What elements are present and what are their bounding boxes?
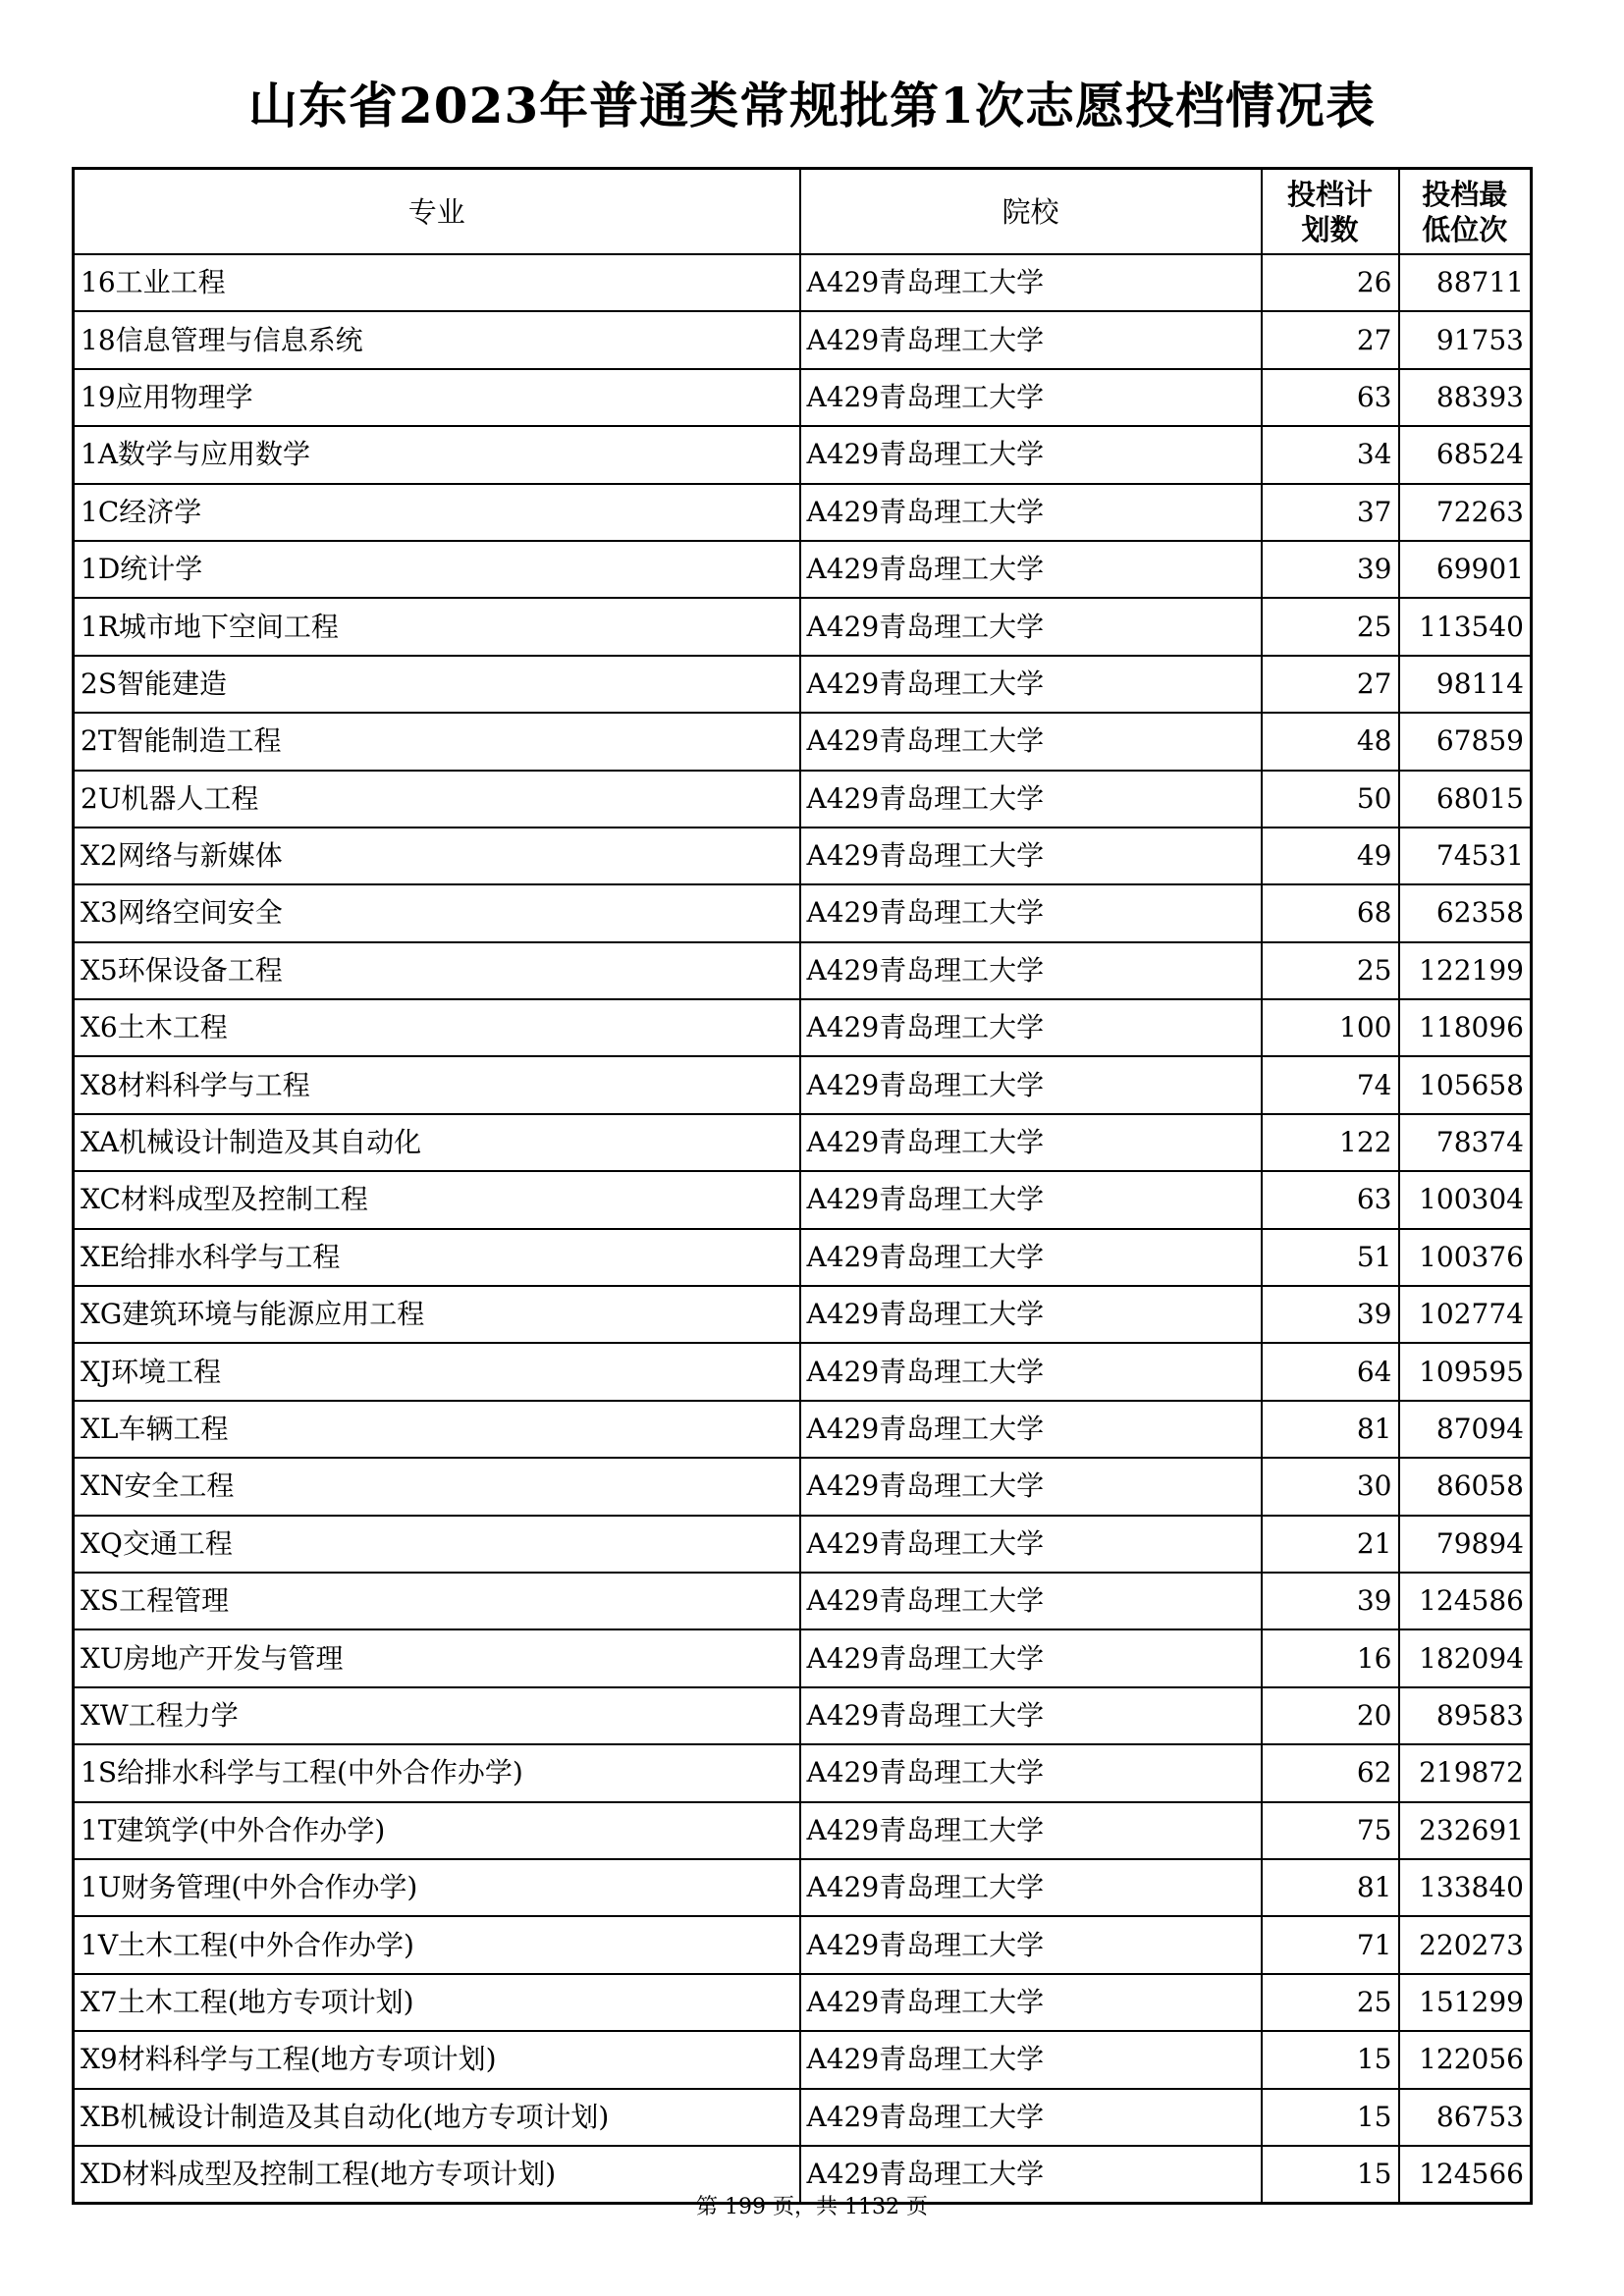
cell-plan-count: 25 bbox=[1262, 942, 1399, 999]
cell-min-rank: 109595 bbox=[1399, 1343, 1532, 1400]
cell-school: A429青岛理工大学 bbox=[800, 311, 1262, 368]
cell-school: A429青岛理工大学 bbox=[800, 1114, 1262, 1171]
table-row bbox=[74, 1629, 1532, 1686]
cell-major: 1T建筑学(中外合作办学) bbox=[74, 1802, 800, 1859]
cell-plan-count: 37 bbox=[1262, 484, 1399, 541]
cell-school: A429青岛理工大学 bbox=[800, 1974, 1262, 2031]
cell-plan-count: 51 bbox=[1262, 1229, 1399, 1286]
cell-plan-count: 30 bbox=[1262, 1458, 1399, 1515]
cell-min-rank: 124566 bbox=[1399, 2146, 1532, 2204]
table-row bbox=[74, 541, 1532, 598]
cell-school: A429青岛理工大学 bbox=[800, 656, 1262, 713]
cell-min-rank: 86753 bbox=[1399, 2089, 1532, 2146]
cell-min-rank: 105658 bbox=[1399, 1056, 1532, 1113]
cell-plan-count: 15 bbox=[1262, 2089, 1399, 2146]
cell-school: A429青岛理工大学 bbox=[800, 1229, 1262, 1286]
table-row bbox=[74, 1343, 1532, 1400]
cell-min-rank: 122199 bbox=[1399, 942, 1532, 999]
cell-min-rank: 133840 bbox=[1399, 1859, 1532, 1916]
cell-min-rank: 87094 bbox=[1399, 1401, 1532, 1458]
table-body bbox=[74, 254, 1532, 2204]
cell-school: A429青岛理工大学 bbox=[800, 713, 1262, 770]
cell-plan-count: 27 bbox=[1262, 311, 1399, 368]
header-plan-count bbox=[1262, 169, 1399, 255]
cell-major: 2S智能建造 bbox=[74, 656, 800, 713]
header-min-rank-label: 投档最低位次 bbox=[1422, 177, 1508, 246]
cell-min-rank: 151299 bbox=[1399, 1974, 1532, 2031]
cell-plan-count: 25 bbox=[1262, 598, 1399, 655]
cell-school: A429青岛理工大学 bbox=[800, 541, 1262, 598]
cell-major: 1S给排水科学与工程(中外合作办学) bbox=[74, 1744, 800, 1801]
table-row bbox=[74, 369, 1532, 426]
cell-school: A429青岛理工大学 bbox=[800, 1171, 1262, 1228]
cell-school: A429青岛理工大学 bbox=[800, 1056, 1262, 1113]
table-row bbox=[74, 2031, 1532, 2088]
cell-plan-count: 74 bbox=[1262, 1056, 1399, 1113]
cell-major: 2T智能制造工程 bbox=[74, 713, 800, 770]
admission-table bbox=[72, 167, 1533, 2205]
cell-plan-count: 63 bbox=[1262, 1171, 1399, 1228]
cell-school: A429青岛理工大学 bbox=[800, 369, 1262, 426]
cell-min-rank: 91753 bbox=[1399, 311, 1532, 368]
cell-major: XJ环境工程 bbox=[74, 1343, 800, 1400]
cell-min-rank: 219872 bbox=[1399, 1744, 1532, 1801]
table-row bbox=[74, 1458, 1532, 1515]
cell-major: 18信息管理与信息系统 bbox=[74, 311, 800, 368]
cell-school: A429青岛理工大学 bbox=[800, 1458, 1262, 1515]
cell-plan-count: 21 bbox=[1262, 1516, 1399, 1573]
cell-major: 1V土木工程(中外合作办学) bbox=[74, 1916, 800, 1973]
header-min-rank bbox=[1399, 169, 1532, 255]
table-row bbox=[74, 598, 1532, 655]
table-row bbox=[74, 1974, 1532, 2031]
table-row bbox=[74, 1916, 1532, 1973]
cell-min-rank: 122056 bbox=[1399, 2031, 1532, 2088]
cell-major: XQ交通工程 bbox=[74, 1516, 800, 1573]
cell-min-rank: 113540 bbox=[1399, 598, 1532, 655]
table-row bbox=[74, 254, 1532, 311]
cell-school: A429青岛理工大学 bbox=[800, 999, 1262, 1056]
cell-min-rank: 86058 bbox=[1399, 1458, 1532, 1515]
cell-major: XC材料成型及控制工程 bbox=[74, 1171, 800, 1228]
cell-major: 19应用物理学 bbox=[74, 369, 800, 426]
cell-school: A429青岛理工大学 bbox=[800, 828, 1262, 884]
cell-major: 1U财务管理(中外合作办学) bbox=[74, 1859, 800, 1916]
cell-plan-count: 75 bbox=[1262, 1802, 1399, 1859]
cell-school: A429青岛理工大学 bbox=[800, 2146, 1262, 2204]
cell-major: 16工业工程 bbox=[74, 254, 800, 311]
cell-plan-count: 63 bbox=[1262, 369, 1399, 426]
table-row bbox=[74, 1114, 1532, 1171]
cell-plan-count: 81 bbox=[1262, 1859, 1399, 1916]
cell-major: XU房地产开发与管理 bbox=[74, 1629, 800, 1686]
cell-school: A429青岛理工大学 bbox=[800, 942, 1262, 999]
cell-major: XB机械设计制造及其自动化(地方专项计划) bbox=[74, 2089, 800, 2146]
cell-plan-count: 39 bbox=[1262, 1286, 1399, 1343]
table-row bbox=[74, 1286, 1532, 1343]
header-plan-count-label: 投档计划数 bbox=[1286, 177, 1373, 246]
cell-major: X7土木工程(地方专项计划) bbox=[74, 1974, 800, 2031]
table-row bbox=[74, 1744, 1532, 1801]
cell-min-rank: 100304 bbox=[1399, 1171, 1532, 1228]
table-row bbox=[74, 1859, 1532, 1916]
table-row bbox=[74, 1171, 1532, 1228]
cell-major: 1D统计学 bbox=[74, 541, 800, 598]
table-row bbox=[74, 828, 1532, 884]
page-title: 山东省2023年普通类常规批第1次志愿投档情况表 bbox=[248, 77, 1376, 134]
cell-min-rank: 88393 bbox=[1399, 369, 1532, 426]
table-row bbox=[74, 1516, 1532, 1573]
cell-min-rank: 88711 bbox=[1399, 254, 1532, 311]
header-major: 专业 bbox=[74, 169, 800, 255]
table-row bbox=[74, 2089, 1532, 2146]
table-row bbox=[74, 311, 1532, 368]
cell-min-rank: 67859 bbox=[1399, 713, 1532, 770]
cell-school: A429青岛理工大学 bbox=[800, 1802, 1262, 1859]
cell-major: X6土木工程 bbox=[74, 999, 800, 1056]
cell-min-rank: 98114 bbox=[1399, 656, 1532, 713]
cell-min-rank: 74531 bbox=[1399, 828, 1532, 884]
cell-major: XA机械设计制造及其自动化 bbox=[74, 1114, 800, 1171]
cell-school: A429青岛理工大学 bbox=[800, 884, 1262, 941]
cell-major: X3网络空间安全 bbox=[74, 884, 800, 941]
cell-major: X2网络与新媒体 bbox=[74, 828, 800, 884]
cell-min-rank: 220273 bbox=[1399, 1916, 1532, 1973]
cell-min-rank: 89583 bbox=[1399, 1687, 1532, 1744]
cell-min-rank: 68015 bbox=[1399, 771, 1532, 828]
cell-major: XL车辆工程 bbox=[74, 1401, 800, 1458]
cell-school: A429青岛理工大学 bbox=[800, 771, 1262, 828]
cell-plan-count: 15 bbox=[1262, 2031, 1399, 2088]
cell-min-rank: 182094 bbox=[1399, 1629, 1532, 1686]
cell-min-rank: 118096 bbox=[1399, 999, 1532, 1056]
cell-school: A429青岛理工大学 bbox=[800, 426, 1262, 483]
cell-major: X8材料科学与工程 bbox=[74, 1056, 800, 1113]
cell-major: XN安全工程 bbox=[74, 1458, 800, 1515]
cell-plan-count: 16 bbox=[1262, 1629, 1399, 1686]
table-row bbox=[74, 713, 1532, 770]
table-row bbox=[74, 484, 1532, 541]
cell-major: XS工程管理 bbox=[74, 1573, 800, 1629]
page-footer: 第 199 页，共 1132 页 bbox=[696, 2195, 928, 2219]
cell-plan-count: 100 bbox=[1262, 999, 1399, 1056]
cell-school: A429青岛理工大学 bbox=[800, 1687, 1262, 1744]
table-row bbox=[74, 1802, 1532, 1859]
cell-plan-count: 81 bbox=[1262, 1401, 1399, 1458]
cell-school: A429青岛理工大学 bbox=[800, 484, 1262, 541]
cell-plan-count: 39 bbox=[1262, 541, 1399, 598]
table-row bbox=[74, 1573, 1532, 1629]
cell-min-rank: 72263 bbox=[1399, 484, 1532, 541]
cell-plan-count: 27 bbox=[1262, 656, 1399, 713]
cell-min-rank: 68524 bbox=[1399, 426, 1532, 483]
cell-school: A429青岛理工大学 bbox=[800, 1629, 1262, 1686]
cell-major: X5环保设备工程 bbox=[74, 942, 800, 999]
table-row bbox=[74, 771, 1532, 828]
cell-plan-count: 26 bbox=[1262, 254, 1399, 311]
cell-school: A429青岛理工大学 bbox=[800, 1286, 1262, 1343]
cell-major: XE给排水科学与工程 bbox=[74, 1229, 800, 1286]
cell-major: XD材料成型及控制工程(地方专项计划) bbox=[74, 2146, 800, 2204]
table-row bbox=[74, 426, 1532, 483]
cell-plan-count: 39 bbox=[1262, 1573, 1399, 1629]
table-row bbox=[74, 1229, 1532, 1286]
cell-school: A429青岛理工大学 bbox=[800, 1516, 1262, 1573]
cell-plan-count: 50 bbox=[1262, 771, 1399, 828]
cell-min-rank: 78374 bbox=[1399, 1114, 1532, 1171]
cell-school: A429青岛理工大学 bbox=[800, 1744, 1262, 1801]
table-header-row bbox=[74, 169, 1532, 255]
cell-major: 1C经济学 bbox=[74, 484, 800, 541]
cell-school: A429青岛理工大学 bbox=[800, 1859, 1262, 1916]
cell-major: 2U机器人工程 bbox=[74, 771, 800, 828]
cell-plan-count: 15 bbox=[1262, 2146, 1399, 2204]
cell-school: A429青岛理工大学 bbox=[800, 598, 1262, 655]
cell-major: 1A数学与应用数学 bbox=[74, 426, 800, 483]
table-row bbox=[74, 1687, 1532, 1744]
cell-school: A429青岛理工大学 bbox=[800, 1916, 1262, 1973]
cell-plan-count: 68 bbox=[1262, 884, 1399, 941]
cell-plan-count: 25 bbox=[1262, 1974, 1399, 2031]
table-row bbox=[74, 999, 1532, 1056]
cell-school: A429青岛理工大学 bbox=[800, 2031, 1262, 2088]
cell-min-rank: 69901 bbox=[1399, 541, 1532, 598]
table-row bbox=[74, 1401, 1532, 1458]
cell-major: X9材料科学与工程(地方专项计划) bbox=[74, 2031, 800, 2088]
table-row bbox=[74, 942, 1532, 999]
cell-min-rank: 102774 bbox=[1399, 1286, 1532, 1343]
cell-major: XW工程力学 bbox=[74, 1687, 800, 1744]
cell-plan-count: 62 bbox=[1262, 1744, 1399, 1801]
cell-plan-count: 49 bbox=[1262, 828, 1399, 884]
cell-plan-count: 48 bbox=[1262, 713, 1399, 770]
cell-plan-count: 122 bbox=[1262, 1114, 1399, 1171]
table-row bbox=[74, 656, 1532, 713]
table-row bbox=[74, 884, 1532, 941]
cell-plan-count: 34 bbox=[1262, 426, 1399, 483]
cell-school: A429青岛理工大学 bbox=[800, 1343, 1262, 1400]
cell-min-rank: 79894 bbox=[1399, 1516, 1532, 1573]
cell-school: A429青岛理工大学 bbox=[800, 1573, 1262, 1629]
cell-major: XG建筑环境与能源应用工程 bbox=[74, 1286, 800, 1343]
cell-school: A429青岛理工大学 bbox=[800, 1401, 1262, 1458]
header-school: 院校 bbox=[800, 169, 1262, 255]
cell-plan-count: 64 bbox=[1262, 1343, 1399, 1400]
cell-min-rank: 124586 bbox=[1399, 1573, 1532, 1629]
cell-plan-count: 71 bbox=[1262, 1916, 1399, 1973]
cell-school: A429青岛理工大学 bbox=[800, 2089, 1262, 2146]
cell-min-rank: 62358 bbox=[1399, 884, 1532, 941]
cell-school: A429青岛理工大学 bbox=[800, 254, 1262, 311]
cell-min-rank: 232691 bbox=[1399, 1802, 1532, 1859]
cell-major: 1R城市地下空间工程 bbox=[74, 598, 800, 655]
cell-plan-count: 20 bbox=[1262, 1687, 1399, 1744]
table-row bbox=[74, 1056, 1532, 1113]
cell-min-rank: 100376 bbox=[1399, 1229, 1532, 1286]
